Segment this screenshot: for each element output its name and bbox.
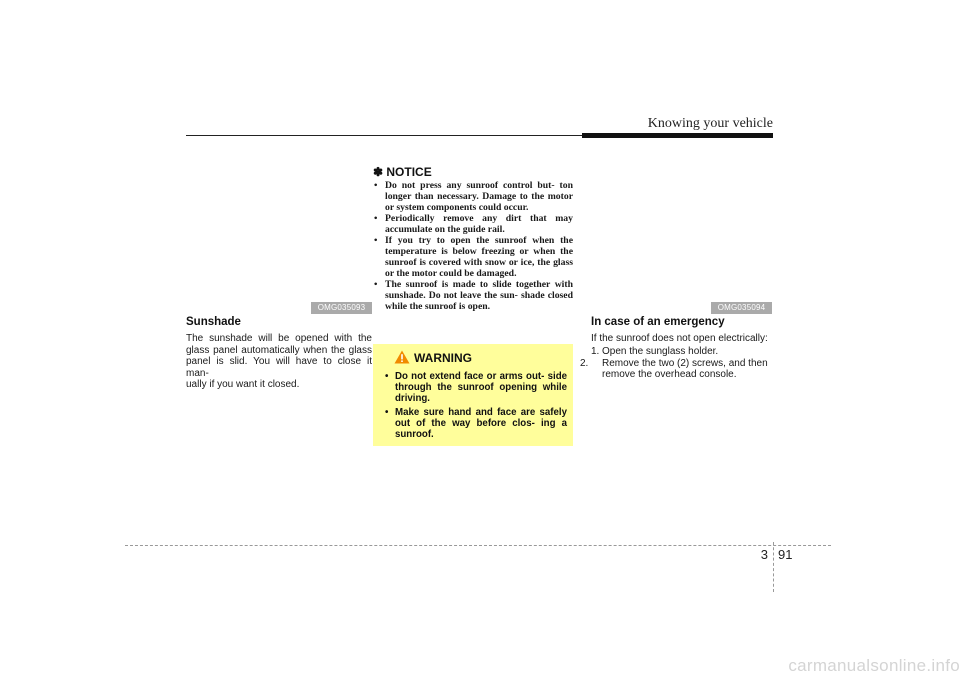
emergency-heading: In case of an emergency bbox=[591, 316, 725, 328]
image-code-right: OMG035094 bbox=[711, 302, 772, 314]
sunshade-line: ually if you want it closed. bbox=[186, 379, 300, 391]
sunshade-line: panel is slid. You will have to close it man- bbox=[186, 356, 372, 379]
notice-item: • Do not press any sunroof control but- ton longer than necessary. Damage to the motor or system components could occur. bbox=[373, 180, 573, 213]
watermark: carmanualsonline.info bbox=[788, 656, 960, 675]
warning-title: WARNING bbox=[414, 351, 472, 365]
warning-item: • Do not extend face or arms out- side through the sunroof opening while driving. bbox=[383, 371, 567, 405]
step-text: Open the sunglass holder. bbox=[602, 346, 719, 357]
header-rule-accent bbox=[582, 133, 773, 138]
step-item bbox=[591, 346, 775, 358]
warning-list bbox=[383, 371, 567, 442]
notice-list bbox=[373, 180, 573, 312]
sunshade-heading: Sunshade bbox=[186, 316, 241, 328]
header-title: Knowing your vehicle bbox=[647, 116, 773, 131]
step-text: Remove the two (2) screws, and then remove the overhead console. bbox=[602, 357, 768, 381]
emergency-steps bbox=[580, 346, 775, 381]
image-code-left: OMG035093 bbox=[311, 302, 372, 314]
notice-heading: ✽ NOTICE bbox=[373, 165, 432, 179]
step-number: 1. bbox=[591, 346, 600, 357]
step-number: 2. bbox=[580, 357, 589, 369]
notice-item: • If you try to open the sunroof when the temperature is below freezing or when the sunroof is covered with snow or ice, the glass or the motor could be damaged. bbox=[373, 235, 573, 279]
page-number: 91 bbox=[778, 547, 793, 562]
notice-item: • Periodically remove any dirt that may accumulate on the guide rail. bbox=[373, 213, 573, 235]
footer-divider bbox=[773, 542, 774, 592]
warning-triangle-icon bbox=[394, 350, 410, 364]
warning-item: • Make sure hand and face are safely out of the way before clos- ing a sunroof. bbox=[383, 407, 567, 441]
sunshade-body bbox=[186, 333, 372, 391]
notice-item: • The sunroof is made to slide together with sunshade. Do not leave the sun- shade closed while the sunroof is open. bbox=[373, 279, 573, 312]
sunshade-line: glass panel automatically when the glass bbox=[186, 344, 372, 356]
footer-rule bbox=[125, 545, 831, 546]
emergency-intro: If the sunroof does not open electrically: bbox=[591, 333, 768, 344]
header-rule bbox=[186, 135, 582, 136]
chapter-number: 3 bbox=[760, 547, 768, 562]
sunshade-line: The sunshade will be opened with the bbox=[186, 333, 372, 344]
step-item bbox=[580, 357, 775, 381]
